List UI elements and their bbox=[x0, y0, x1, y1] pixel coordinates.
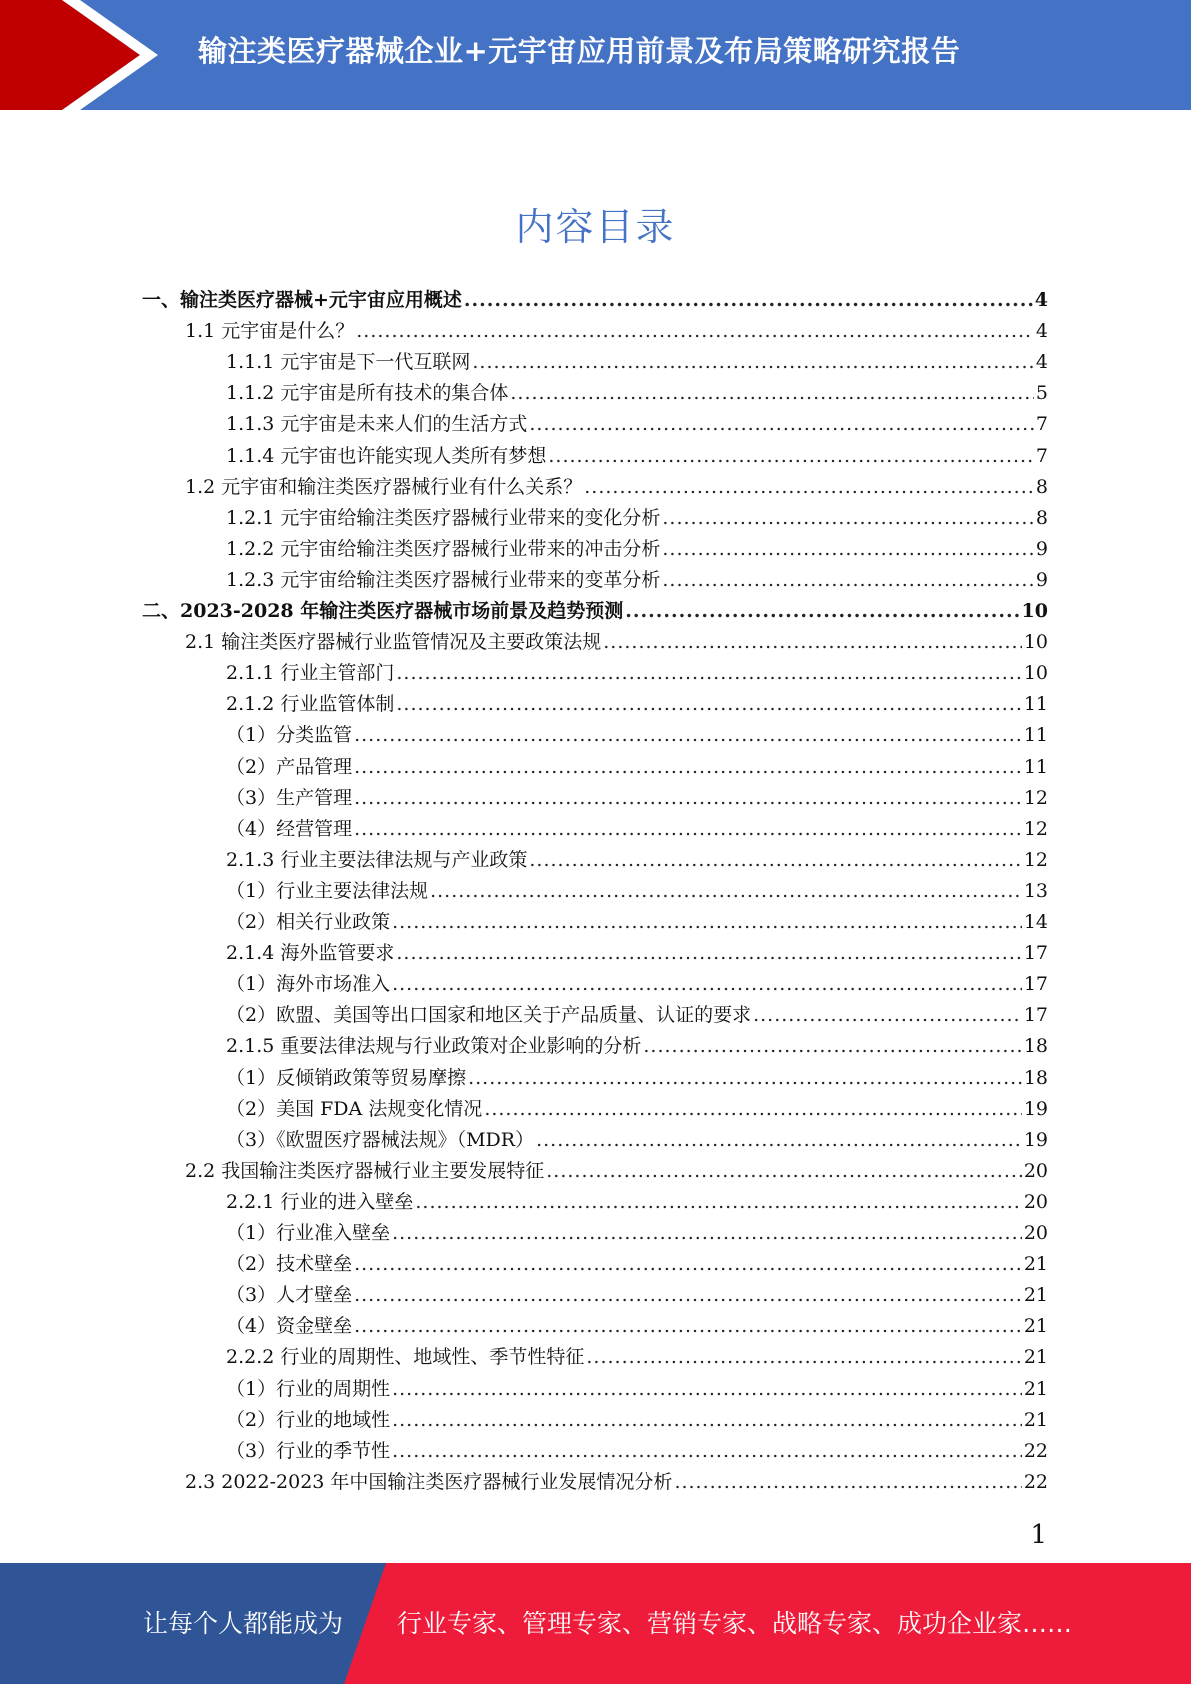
toc-entry[interactable] bbox=[226, 845, 1048, 876]
toc-entry-label: 1.2.1 元宇宙给输注类医疗器械行业带来的变化分析 bbox=[226, 506, 661, 529]
toc-entry[interactable] bbox=[142, 285, 1048, 316]
header-bar bbox=[0, 0, 1191, 110]
toc-entry[interactable] bbox=[226, 938, 1048, 969]
toc-entry-page: 11 bbox=[1023, 755, 1048, 778]
toc-entry-label: 2.3 2022-2023 年中国输注类医疗器械行业发展情况分析 bbox=[185, 1470, 673, 1493]
toc-dot-leader bbox=[356, 316, 1034, 347]
toc-dot-leader bbox=[472, 347, 1034, 378]
toc-entry-label: 2.1 输注类医疗器械行业监管情况及主要政策法规 bbox=[185, 631, 602, 654]
toc-entry-label: （4）资金壁垒 bbox=[226, 1315, 353, 1338]
footer-bar bbox=[0, 1563, 1191, 1684]
toc-entry-label: 1.1.4 元宇宙也许能实现人类所有梦想 bbox=[226, 444, 547, 467]
toc-dot-leader bbox=[603, 627, 1022, 658]
footer-slogan-right: 行业专家、管理专家、营销专家、战略专家、成功企业家…… bbox=[397, 1609, 1073, 1638]
toc-dot-leader bbox=[529, 845, 1021, 876]
toc-entry-page: 8 bbox=[1035, 506, 1048, 529]
toc-entry[interactable] bbox=[226, 409, 1048, 440]
toc-entry[interactable] bbox=[226, 876, 1048, 907]
toc-entry-page: 10 bbox=[1021, 600, 1048, 622]
toc-entry[interactable] bbox=[226, 814, 1048, 845]
toc-entry-page: 21 bbox=[1023, 1346, 1048, 1369]
toc-entry-page: 10 bbox=[1023, 662, 1048, 685]
toc-entry-label: 2.2.1 行业的进入壁垒 bbox=[226, 1190, 414, 1213]
toc-entry[interactable] bbox=[185, 627, 1048, 658]
toc-dot-leader bbox=[510, 378, 1034, 409]
toc-entry-page: 11 bbox=[1023, 693, 1048, 716]
toc-entry[interactable] bbox=[226, 907, 1048, 938]
toc-heading: 内容目录 bbox=[515, 205, 676, 249]
toc-entry[interactable] bbox=[226, 783, 1048, 814]
toc-dot-leader bbox=[662, 534, 1034, 565]
toc-entry-label: （4）经营管理 bbox=[226, 817, 353, 840]
toc-entry[interactable] bbox=[226, 1187, 1048, 1218]
toc-dot-leader bbox=[354, 1311, 1022, 1342]
toc-entry[interactable] bbox=[185, 1467, 1048, 1498]
toc-entry-label: 一、输注类医疗器械+元宇宙应用概述 bbox=[142, 289, 462, 311]
toc-dot-leader bbox=[396, 938, 1021, 969]
toc-entry-page: 12 bbox=[1023, 786, 1048, 809]
toc-dot-leader bbox=[546, 1156, 1022, 1187]
toc-entry-label: （2）欧盟、美国等出口国家和地区关于产品质量、认证的要求 bbox=[226, 1004, 752, 1027]
toc-dot-leader bbox=[464, 285, 1033, 316]
toc-entry-label: （3）生产管理 bbox=[226, 786, 353, 809]
toc-entry[interactable] bbox=[226, 1249, 1048, 1280]
report-title: 输注类医疗器械企业+元宇宙应用前景及布局策略研究报告 bbox=[198, 34, 961, 68]
toc-entry-label: （1）行业主要法律法规 bbox=[226, 879, 429, 902]
toc-entry-page: 12 bbox=[1023, 848, 1048, 871]
toc-entry-page: 19 bbox=[1023, 1128, 1048, 1151]
toc-dot-leader bbox=[392, 1405, 1022, 1436]
toc-entry[interactable] bbox=[226, 441, 1048, 472]
toc-entry-label: 1.1 元宇宙是什么？ bbox=[185, 320, 355, 343]
toc-entry-page: 12 bbox=[1023, 817, 1048, 840]
toc-entry-label: 2.1.3 行业主要法律法规与产业政策 bbox=[226, 848, 528, 871]
toc-entry[interactable] bbox=[142, 596, 1048, 627]
toc-entry-page: 17 bbox=[1023, 973, 1048, 996]
toc-entry-page: 7 bbox=[1035, 413, 1048, 436]
toc-entry[interactable] bbox=[226, 1063, 1048, 1094]
toc-entry-label: （2）美国 FDA 法规变化情况 bbox=[226, 1097, 483, 1120]
toc-entry-page: 21 bbox=[1023, 1315, 1048, 1338]
toc-entry-label: 1.2 元宇宙和输注类医疗器械行业有什么关系？ bbox=[185, 475, 583, 498]
toc-entry[interactable] bbox=[185, 1156, 1048, 1187]
toc-entry[interactable] bbox=[226, 1031, 1048, 1062]
toc-entry-label: （1）分类监管 bbox=[226, 724, 353, 747]
toc-entry-label: （3）行业的季节性 bbox=[226, 1439, 391, 1462]
toc-entry-label: 1.1.2 元宇宙是所有技术的集合体 bbox=[226, 382, 509, 405]
toc-entry-page: 11 bbox=[1023, 724, 1048, 747]
toc-entry-label: 2.1.2 行业监管体制 bbox=[226, 693, 395, 716]
toc-entry-page: 20 bbox=[1023, 1222, 1048, 1244]
toc-entry-page: 21 bbox=[1023, 1377, 1048, 1400]
toc-entry[interactable] bbox=[226, 1094, 1048, 1125]
toc-dot-leader bbox=[392, 1374, 1022, 1405]
toc-entry[interactable] bbox=[226, 1280, 1048, 1311]
toc-entry-label: （1）海外市场准入 bbox=[226, 973, 391, 996]
toc-dot-leader bbox=[354, 752, 1022, 783]
toc-entry-label: 2.2 我国输注类医疗器械行业主要发展特征 bbox=[185, 1159, 545, 1182]
toc-dot-leader bbox=[396, 658, 1021, 689]
toc-dot-leader bbox=[396, 689, 1021, 720]
toc-entry-page: 4 bbox=[1035, 351, 1048, 374]
toc-entry-page: 21 bbox=[1023, 1408, 1048, 1431]
toc-entry[interactable] bbox=[226, 1405, 1048, 1436]
toc-entry[interactable] bbox=[226, 1311, 1048, 1342]
toc-entry-label: 2.1.1 行业主管部门 bbox=[226, 662, 395, 685]
toc-entry-label: 2.1.5 重要法律法规与行业政策对企业影响的分析 bbox=[226, 1035, 642, 1058]
toc-dot-leader bbox=[354, 1249, 1022, 1280]
toc-entry-label: （2）行业的地域性 bbox=[226, 1408, 391, 1431]
toc-entry-label: 二、2023-2028 年输注类医疗器械市场前景及趋势预测 bbox=[142, 600, 624, 622]
toc-entry[interactable] bbox=[226, 565, 1048, 596]
toc-dot-leader bbox=[354, 814, 1022, 845]
toc-entry-page: 17 bbox=[1023, 1004, 1048, 1027]
toc-entry[interactable] bbox=[226, 503, 1048, 534]
toc-entry[interactable] bbox=[226, 1218, 1048, 1249]
toc-entry-label: （1）反倾销政策等贸易摩擦 bbox=[226, 1066, 467, 1089]
toc-entry-page: 10 bbox=[1023, 631, 1048, 654]
toc-entry-page: 13 bbox=[1023, 879, 1048, 902]
toc-entry-page: 4 bbox=[1035, 320, 1048, 343]
toc-entry[interactable] bbox=[226, 720, 1048, 751]
toc-entry-label: 1.2.3 元宇宙给输注类医疗器械行业带来的变革分析 bbox=[226, 568, 661, 591]
toc-dot-leader bbox=[392, 1436, 1022, 1467]
toc-dot-leader bbox=[662, 503, 1034, 534]
toc-entry-page: 21 bbox=[1023, 1284, 1048, 1307]
toc-entry[interactable] bbox=[226, 378, 1048, 409]
toc-entry[interactable] bbox=[226, 1125, 1048, 1156]
toc-entry[interactable] bbox=[226, 1342, 1048, 1373]
toc-entry-page: 4 bbox=[1034, 289, 1048, 311]
toc-dot-leader bbox=[643, 1031, 1021, 1062]
toc-dot-leader bbox=[392, 969, 1022, 1000]
toc-entry[interactable] bbox=[185, 472, 1048, 503]
toc-dot-leader bbox=[548, 441, 1034, 472]
toc-entry[interactable] bbox=[226, 1000, 1048, 1031]
toc-dot-leader bbox=[625, 596, 1019, 627]
toc-entry-label: （2）技术壁垒 bbox=[226, 1253, 353, 1276]
toc-entry[interactable] bbox=[226, 347, 1048, 378]
toc-entry-label: 1.2.2 元宇宙给输注类医疗器械行业带来的冲击分析 bbox=[226, 537, 661, 560]
toc-dot-leader bbox=[586, 1342, 1021, 1373]
toc-dot-leader bbox=[468, 1063, 1022, 1094]
toc-dot-leader bbox=[753, 1000, 1022, 1031]
toc-entry[interactable] bbox=[226, 534, 1048, 565]
toc-dot-leader bbox=[529, 409, 1034, 440]
toc-entry[interactable] bbox=[226, 969, 1048, 1000]
toc-dot-leader bbox=[484, 1094, 1022, 1125]
toc-entry-page: 5 bbox=[1035, 382, 1048, 405]
toc-entry-label: （3）《欧盟医疗器械法规》（MDR） bbox=[226, 1128, 535, 1151]
toc-dot-leader bbox=[430, 876, 1022, 907]
toc-entry-page: 7 bbox=[1035, 444, 1048, 467]
toc-entry-label: （2）产品管理 bbox=[226, 755, 353, 778]
toc-entry-page: 9 bbox=[1035, 568, 1048, 591]
toc-entry[interactable] bbox=[185, 316, 1048, 347]
toc-dot-leader bbox=[354, 720, 1022, 751]
toc-dot-leader bbox=[415, 1187, 1021, 1218]
toc-entry[interactable] bbox=[226, 752, 1048, 783]
toc-dot-leader bbox=[584, 472, 1034, 503]
toc-entry-label: （1）行业准入壁垒 bbox=[226, 1222, 391, 1244]
toc-entry-label: 2.2.2 行业的周期性、地域性、季节性特征 bbox=[226, 1346, 585, 1369]
toc-entry-page: 14 bbox=[1023, 911, 1048, 933]
toc-entry-page: 18 bbox=[1023, 1066, 1048, 1089]
toc-dot-leader bbox=[354, 783, 1022, 814]
toc-entry-page: 18 bbox=[1023, 1035, 1048, 1058]
toc-entry-label: 1.1.1 元宇宙是下一代互联网 bbox=[226, 351, 471, 374]
footer-slogan-left: 让每个人都能成为 bbox=[143, 1609, 344, 1638]
toc-entry-page: 8 bbox=[1035, 475, 1048, 498]
toc-entry-page: 22 bbox=[1023, 1470, 1048, 1493]
toc-entry-page: 17 bbox=[1023, 942, 1048, 965]
toc-dot-leader bbox=[662, 565, 1034, 596]
toc-entry-page: 22 bbox=[1023, 1439, 1048, 1462]
toc-dot-leader bbox=[674, 1467, 1021, 1498]
toc-entry[interactable] bbox=[226, 1436, 1048, 1467]
toc-entry-page: 20 bbox=[1023, 1190, 1048, 1213]
toc-entry-page: 20 bbox=[1023, 1159, 1048, 1182]
page-number: 1 bbox=[1030, 1520, 1047, 1550]
toc-entry-label: 2.1.4 海外监管要求 bbox=[226, 942, 395, 965]
toc-dot-leader bbox=[354, 1280, 1022, 1311]
toc-entry-label: 1.1.3 元宇宙是未来人们的生活方式 bbox=[226, 413, 528, 436]
toc-entry[interactable] bbox=[226, 658, 1048, 689]
toc-dot-leader bbox=[536, 1125, 1022, 1156]
toc-entry-label: （2）相关行业政策 bbox=[226, 911, 391, 933]
toc-entry-page: 21 bbox=[1023, 1253, 1048, 1276]
toc-entry-label: （1）行业的周期性 bbox=[226, 1377, 391, 1400]
toc-dot-leader bbox=[392, 907, 1022, 938]
toc-entry[interactable] bbox=[226, 1374, 1048, 1405]
toc-entry-page: 19 bbox=[1023, 1097, 1048, 1120]
toc-entry[interactable] bbox=[226, 689, 1048, 720]
toc-dot-leader bbox=[392, 1218, 1022, 1249]
toc-entry-page: 9 bbox=[1035, 537, 1048, 560]
toc-entry-label: （3）人才壁垒 bbox=[226, 1284, 353, 1307]
